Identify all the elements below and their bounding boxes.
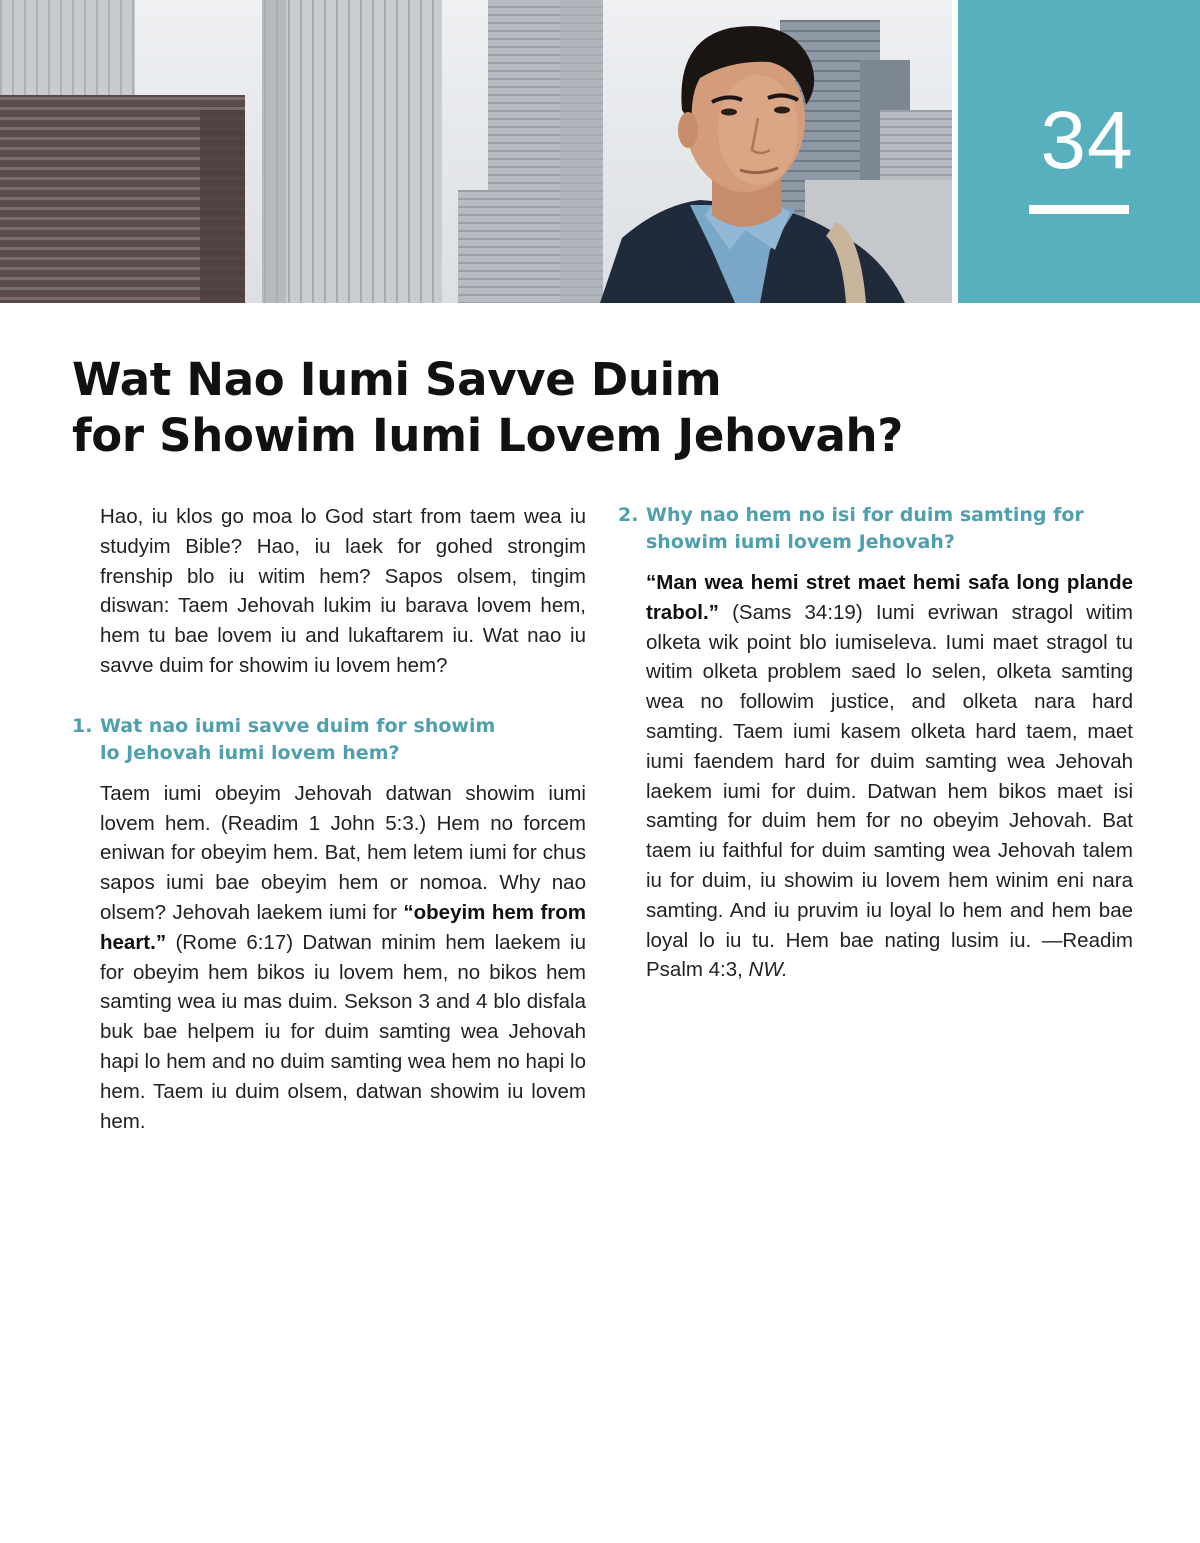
section-2-question — [618, 502, 1133, 556]
section-1-body-text-continued: (Rome 6:17) Datwan minim hem laekem iu for obeyim hem bikos iu lovem hem, no bikos hem samting wea iu mas duim. Sekson 3 and 4 blo disfala buk bae helpem iu for duim samting wea Jehovah hapi lo hem and no duim samting wea hem no hapi lo hem. Taem iu duim olsem, datwan showim iu lovem hem. — [100, 930, 586, 1133]
left-column — [72, 502, 586, 1136]
section-1-body-text: Taem iumi obeyim Jehovah datwan showim iumi lovem hem. (Readim 1 John 5:3.) Hem no forcem eniwan for obeyim hem. Bat, hem letem iumi for chus sapos iumi bae obeyim hem or nomoa. Why nao olsem? Jehovah laekem iumi for — [100, 781, 586, 924]
section-2-reading-reference: —Readim Psalm 4:3, — [646, 928, 1133, 982]
right-column — [618, 502, 1133, 985]
header-photo — [0, 0, 952, 303]
page-title — [72, 352, 903, 464]
intro-paragraph: Hao, iu klos go moa lo God start from taem wea iu studyim Bible? Hao, iu laek for gohed strongim frenship blo iu witim hem? Sapos olsem, tingim diswan: Taem Jehovah lukim iu barava lovem hem, hem tu bae lovem iu and lukaftarem iu. Wat nao iu savve duim for showim iu lovem hem? — [100, 505, 586, 677]
section-1-question-line-1: Wat nao iumi savve duim for showim — [100, 714, 496, 737]
title-line-1: Wat Nao Iumi Savve Duim — [72, 353, 722, 406]
section-2-scripture-quote: “Man wea hemi stret maet hemi safa long plande trabol.” — [646, 571, 1133, 624]
section-2-reference-version: NW. — [748, 958, 788, 982]
section-1-number: 1. — [72, 714, 93, 737]
section-2-question-line-2: showim iumi lovem Jehovah? — [646, 531, 955, 553]
lesson-number-badge — [958, 0, 1200, 303]
section-2-body — [646, 568, 1133, 985]
section-1-body — [100, 779, 586, 1137]
section-2-number: 2. — [618, 504, 639, 526]
section-1-question-line-2: lo Jehovah iumi lovem hem? — [100, 741, 400, 764]
title-line-2: for Showim Iumi Lovem Jehovah? — [72, 409, 904, 462]
lesson-number: 34 — [1040, 95, 1134, 186]
lesson-number-underline — [1029, 205, 1129, 214]
city-skyline-photo — [0, 0, 952, 303]
section-2-question-line-1: Why nao hem no isi for duim samting for — [646, 504, 1084, 526]
section-2-body-text: (Sams 34:19) Iumi evriwan stragol witim olketa wik point blo iumiseleva. Iumi maet stragol tu witim olketa problem saed lo selen, olketa samting wea no followim justice, and olketa nara hard samting. Taem iumi kasem olketa hard taem, maet iumi faendem hard for duim samting wea Jehovah laekem iumi for duim. Datwan hem bikos maet isi samting for duim hem for no obeyim Jehovah. Bat taem iu faithful for duim samting wea Jehovah talem iu for duim, iu showim iu lovem hem winim eni nara samting. And iu pruvim iu loyal lo hem and hem bae loyal lo iu tu. Hem bae nating lusim iu. — [646, 600, 1133, 952]
section-1-question — [72, 713, 586, 767]
section-1-scripture-quote: “obeyim hem from heart.” — [100, 900, 586, 954]
